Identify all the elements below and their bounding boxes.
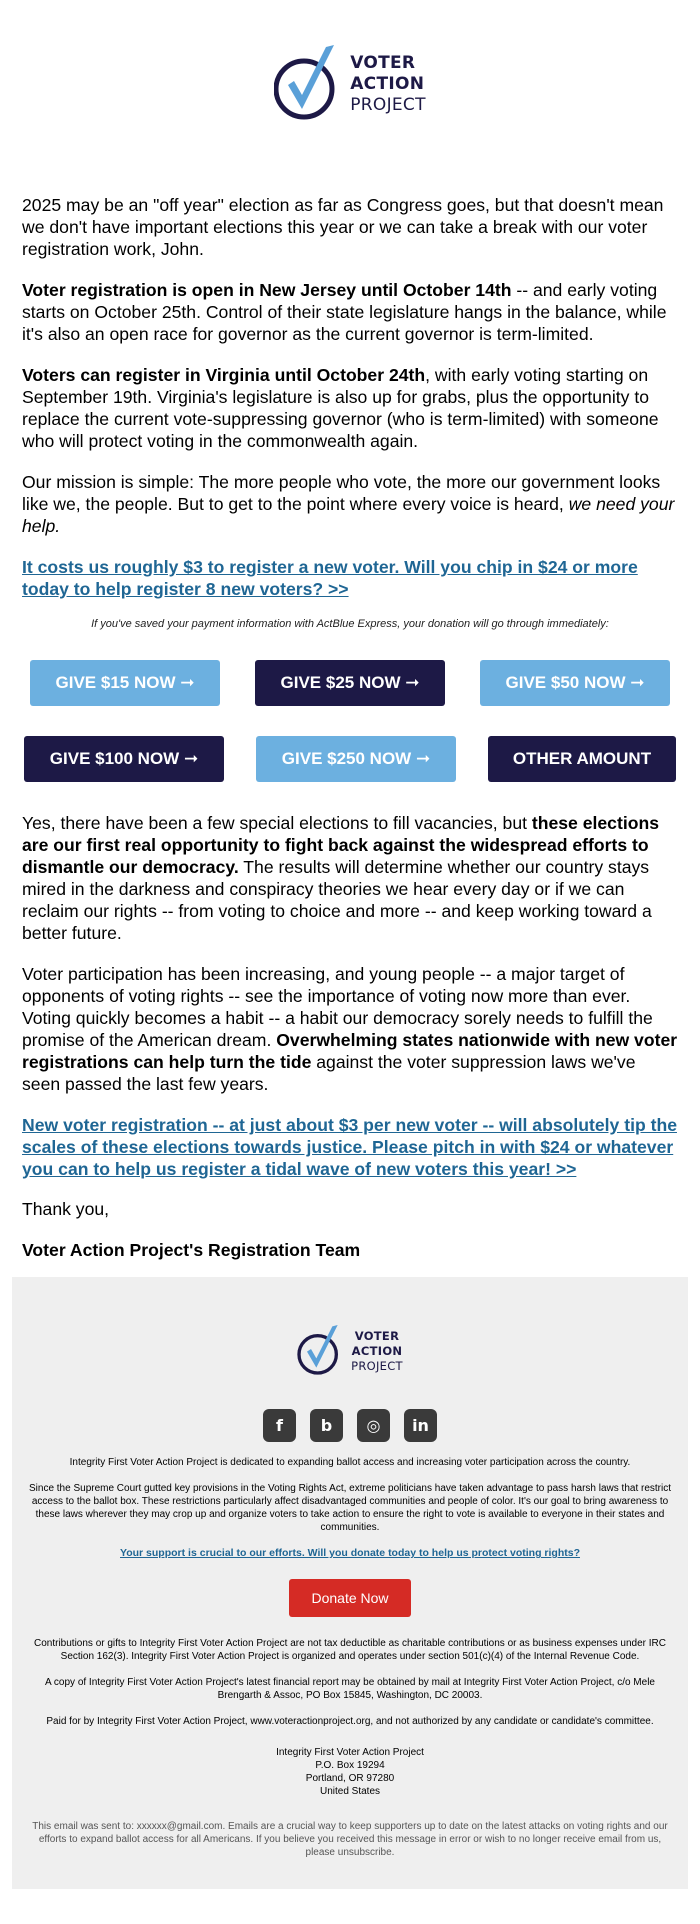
social-links xyxy=(26,1409,674,1442)
facebook-icon[interactable]: f xyxy=(263,1409,296,1442)
paragraph-virginia: Voters can register in Virginia until October 24th, with early voting starting on September 19th. Virginia's legislature is also up for grabs, plus the opportunity to replace the current vote-suppressing governor (who is term-limited) with someone who will protect voting in the commonwealth again. xyxy=(22,365,659,451)
footer-support-link[interactable]: Your support is crucial to our efforts. Will you donate today to help us protect voting rights? xyxy=(120,1547,580,1559)
donate-now-button[interactable]: Donate Now xyxy=(289,1579,410,1617)
instagram-icon[interactable]: ◎ xyxy=(357,1409,390,1442)
footer-mission: Integrity First Voter Action Project is dedicated to expanding ballot access and increasing voter participation across the country. xyxy=(69,1457,631,1468)
signature: Voter Action Project's Registration Team xyxy=(22,1240,361,1260)
closing-thanks: Thank you, xyxy=(22,1199,110,1219)
checkmark-logo-icon xyxy=(274,39,344,129)
footer xyxy=(12,1277,688,1889)
give-50-button[interactable]: GIVE $50 NOW ➞ xyxy=(480,660,670,706)
checkmark-logo-icon xyxy=(297,1321,345,1381)
linkedin-icon[interactable]: in xyxy=(404,1409,437,1442)
give-250-button[interactable]: GIVE $250 NOW ➞ xyxy=(256,736,456,782)
paragraph-intro: 2025 may be an "off year" election as far as Congress goes, but that doesn't mean we don't have important elections this year or we can take a break with our voter registration work, John. xyxy=(22,195,664,259)
paragraph-mission: Our mission is simple: The more people who vote, the more our government looks like we, the people. But to get to the point where every voice is heard, we need your help. xyxy=(22,472,675,536)
footer-since: Since the Supreme Court gutted key provisions in the Voting Rights Act, extreme politicians have taken advantage to pass harsh laws that restrict access to the ballot box. These restrictions particularly affect disadvantaged communities and people of color. It's our goal to bring awareness to these laws wherever they may crop up and organize voters to take action to ensure the right to vote is available to everyone in their states and communities. xyxy=(28,1483,671,1533)
actblue-note: If you've saved your payment information with ActBlue Express, your donation will go through immediately: xyxy=(91,618,609,630)
bluesky-icon[interactable]: b xyxy=(310,1409,343,1442)
footer-logo-wordmark: VOTER ACTION PROJECT xyxy=(351,1328,403,1373)
footer-logo xyxy=(26,1321,674,1381)
footer-sent-notice: This email was sent to: xxxxxx@gmail.com. Emails are a crucial way to keep supporters up to date on the latest attacks on voting rights and our efforts to expand ballot access for all Americans. If you believe you received this message in error or wish to no longer receive email from us, please unsubscribe. xyxy=(32,1821,668,1858)
donate-link-primary[interactable]: It costs us roughly $3 to register a new voter. Will you chip in $24 or more today to help register 8 new voters? >> xyxy=(22,557,638,599)
paragraph-new-jersey: Voter registration is open in New Jersey until October 14th -- and early voting starts on October 25th. Control of their state legislature hangs in the balance, while it's also an open race for governor as the current governor is term-limited. xyxy=(22,280,667,344)
paragraph-participation: Voter participation has been increasing, and young people -- a major target of opponents of voting rights -- see the importance of voting now more than ever. Voting quickly becomes a habit -- a habit our democracy sorely needs to fulfill the promise of the American dream. Overwhelming states nationwide with new voter registrations can help turn the tide against the voter suppression laws we've seen passed the last few years. xyxy=(22,964,678,1094)
give-100-button[interactable]: GIVE $100 NOW ➞ xyxy=(24,736,224,782)
give-15-button[interactable]: GIVE $15 NOW ➞ xyxy=(30,660,220,706)
give-25-button[interactable]: GIVE $25 NOW ➞ xyxy=(255,660,445,706)
logo-wordmark: VOTER ACTION PROJECT xyxy=(350,52,426,115)
paragraph-special-elections: Yes, there have been a few special elections to fill vacancies, but these elections are our first real opportunity to fight back against the widespread efforts to dismantle our democracy. The results will determine whether our country stays mired in the darkness and conspiracy theories we hear every day or if we can reclaim our rights -- from voting to choice and more -- and keep working toward a better future. xyxy=(22,813,659,943)
footer-tax-disclaimer: Contributions or gifts to Integrity First Voter Action Project are not tax deductible as charitable contributions or as business expenses under IRC Section 162(3). Integrity First Voter Action Project is organized and operates under section 501(c)(4) of the Internal Revenue Code. xyxy=(34,1638,666,1662)
other-amount-button[interactable]: OTHER AMOUNT xyxy=(488,736,676,782)
footer-address: Integrity First Voter Action Project P.O. Box 19294 Portland, OR 97280 United States xyxy=(276,1747,424,1797)
donate-link-secondary[interactable]: New voter registration -- at just about $3 per new voter -- will absolutely tip the scales of these elections towards justice. Please pitch in with $24 or whatever you can to help us register a tidal wave of new voters this year! >> xyxy=(22,1115,677,1179)
footer-paid-for: Paid for by Integrity First Voter Action Project, www.voteractionproject.org, and not authorized by any candidate or candidate's committee. xyxy=(46,1716,654,1727)
footer-financial-report: A copy of Integrity First Voter Action Project's latest financial report may be obtained by mail at Integrity First Voter Action Project, c/o Mele Brengarth & Assoc, PO Box 15845, Washington, DC 20003. xyxy=(45,1677,655,1701)
header-logo xyxy=(0,0,700,134)
